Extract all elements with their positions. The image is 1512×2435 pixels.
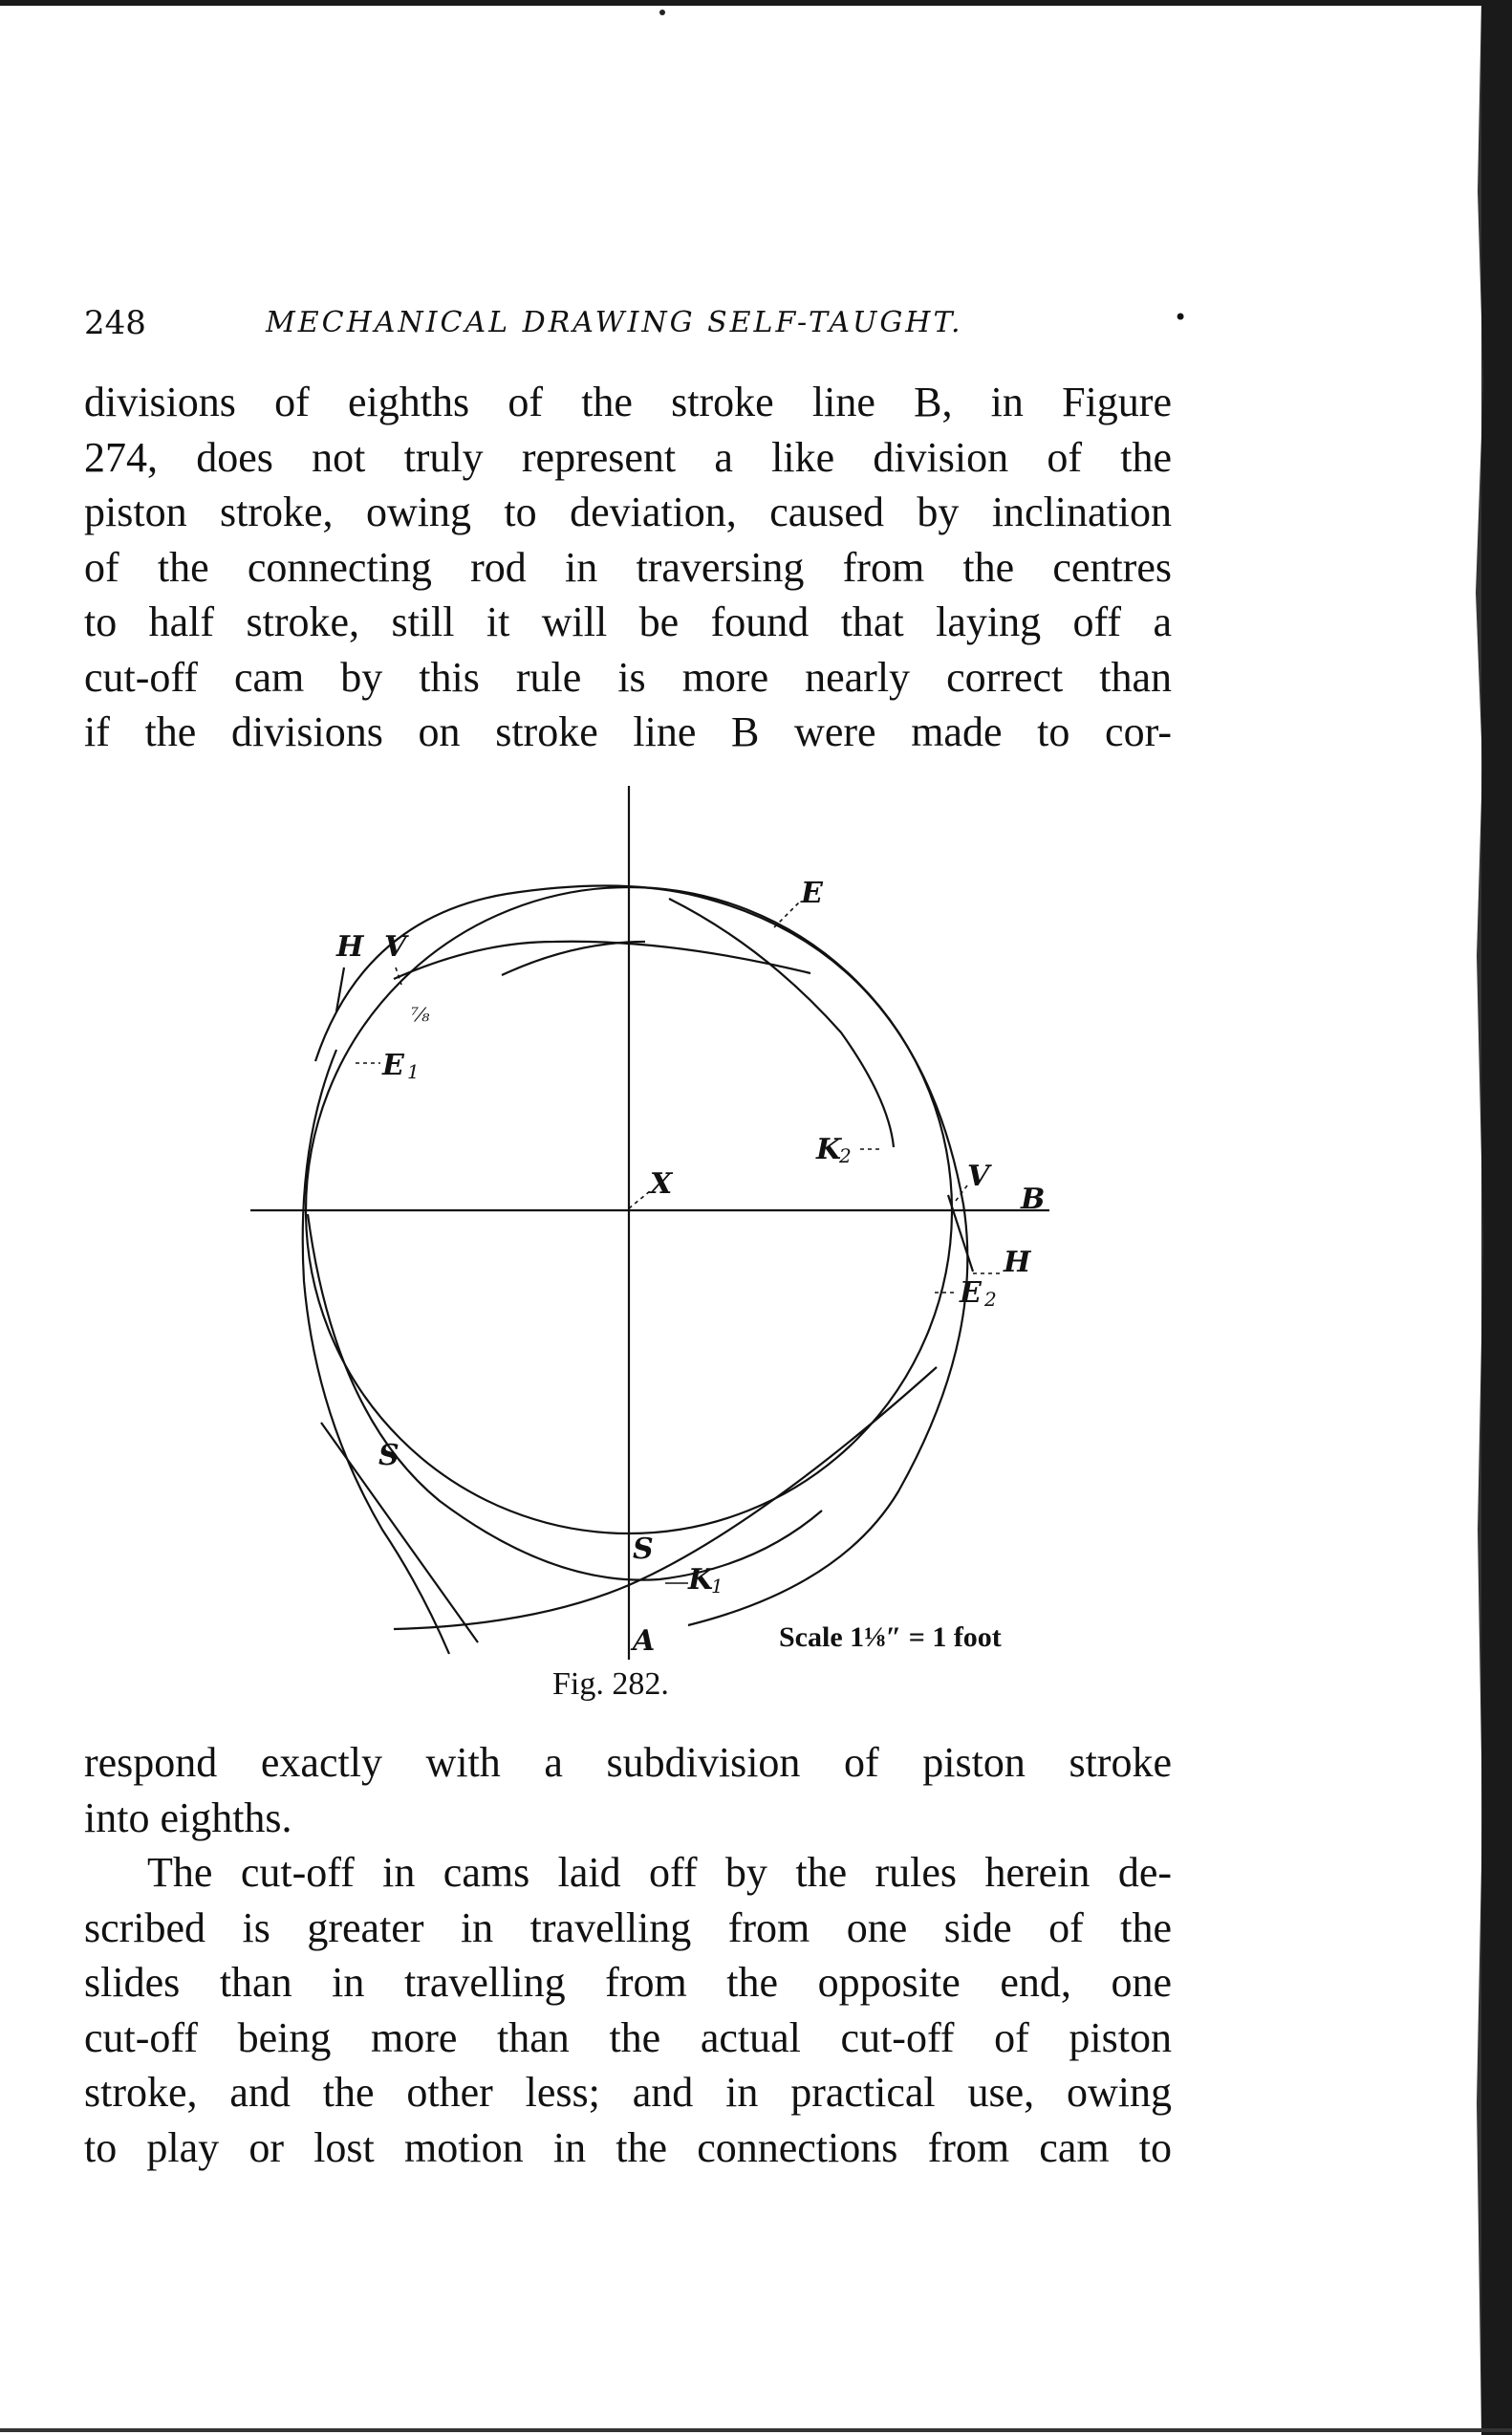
label-e: E bbox=[801, 877, 823, 910]
label-s-left: S bbox=[378, 1439, 400, 1472]
label-e1: E bbox=[382, 1049, 404, 1082]
label-fraction: ⅞ bbox=[411, 1003, 430, 1026]
text-line: stroke, and the other less; and in practical use, owing bbox=[84, 2069, 1172, 2116]
top-small-arc bbox=[502, 942, 645, 975]
text-line: scribed is greater in travelling from one side of the bbox=[84, 1903, 1172, 1951]
text-line: into eighths. bbox=[84, 1794, 292, 1841]
label-a: A bbox=[633, 1624, 656, 1658]
text-line: divisions of eighths of the stroke line B, in Figure bbox=[84, 379, 1172, 425]
label-k1-sub: 1 bbox=[711, 1575, 724, 1598]
label-k2-sub: 2 bbox=[839, 1144, 852, 1167]
text-line: respond exactly with a subdivision of piston stroke bbox=[84, 1739, 1172, 1786]
lower-cam-arc bbox=[308, 1214, 822, 1580]
text-line: cut-off being more than the actual cut-off of piston bbox=[84, 2013, 1172, 2061]
page-number: 248 bbox=[84, 304, 146, 342]
label-x: X bbox=[650, 1167, 673, 1201]
text-line: to half stroke, still it will be found that laying off a bbox=[84, 598, 1172, 645]
label-k1: K bbox=[688, 1563, 714, 1597]
figure-caption: Fig. 282. bbox=[552, 1666, 669, 1702]
label-s-bottom: S bbox=[633, 1533, 654, 1566]
paragraph-3 bbox=[84, 1845, 1172, 2175]
text-line: to play or lost motion in the connections from cam to bbox=[84, 2123, 1172, 2171]
text-line: if the divisions on stroke line B were made to cor- bbox=[84, 708, 1172, 755]
arc-e-k2 bbox=[669, 899, 894, 1147]
label-b: B bbox=[1021, 1183, 1046, 1216]
paragraph-2 bbox=[84, 1735, 1172, 1845]
label-h-left: H bbox=[336, 930, 364, 964]
outer-arc-upper bbox=[315, 886, 967, 1626]
left-sweep-curve bbox=[303, 1050, 449, 1654]
lower-long-arc bbox=[394, 1367, 937, 1629]
label-v-right: V bbox=[967, 1160, 990, 1193]
text-line: piston stroke, owing to deviation, caused by inclination bbox=[84, 489, 1172, 535]
label-e2-sub: 2 bbox=[984, 1288, 997, 1311]
text-line: slides than in travelling from the opposite end, one bbox=[84, 1959, 1172, 2006]
text-line: cut-off cam by this rule is more nearly correct than bbox=[84, 653, 1172, 701]
bottom-rule bbox=[0, 2428, 1512, 2432]
label-e1-sub: 1 bbox=[407, 1060, 420, 1083]
label-k2: K bbox=[816, 1133, 842, 1166]
label-e2: E bbox=[960, 1276, 982, 1310]
running-title: MECHANICAL DRAWING SELF-TAUGHT. bbox=[266, 306, 963, 339]
text-line: The cut-off in cams laid off by the rules herein de- bbox=[147, 1849, 1172, 1896]
text-line: 274, does not truly represent a like division of the bbox=[84, 433, 1172, 481]
scale-note: Scale 1⅛″ = 1 foot bbox=[779, 1621, 1002, 1653]
label-h-right: H bbox=[1004, 1246, 1031, 1279]
leader-x bbox=[629, 1191, 650, 1208]
text-line: of the connecting rod in traversing from the centres bbox=[84, 543, 1172, 591]
header-ink-mark: • bbox=[1174, 304, 1188, 331]
left-diagonal-line bbox=[321, 1423, 478, 1642]
label-v-left: V bbox=[384, 930, 407, 964]
